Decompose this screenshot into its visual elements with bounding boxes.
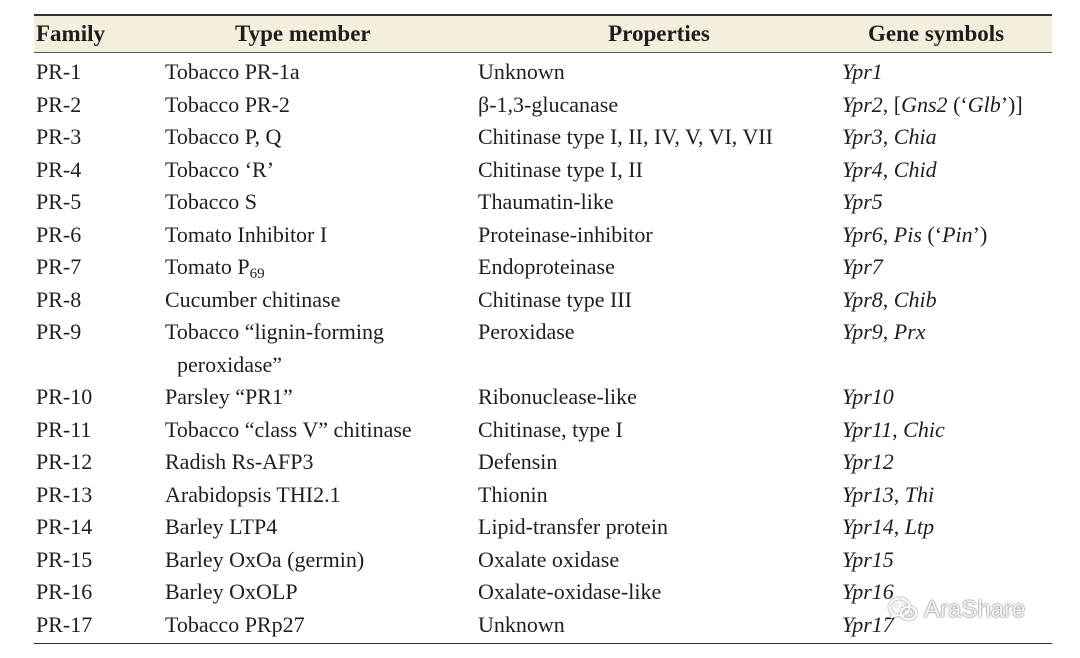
cell-properties: Ribonuclease-like — [478, 384, 637, 409]
gene-punctuation: [ — [893, 91, 902, 117]
cell-type-member — [163, 609, 476, 644]
cell-family: PR-15 — [36, 546, 93, 572]
gene-punctuation: , — [882, 124, 889, 149]
table-row — [34, 544, 1052, 577]
cell-type-member — [163, 544, 476, 577]
cell-type-member — [163, 414, 476, 447]
type-member-text: Tobacco P, Q — [165, 124, 282, 149]
type-member-text: Tobacco ‘R’ — [165, 156, 275, 182]
gene-punctuation: , — [882, 91, 889, 117]
cell-family: PR-8 — [36, 286, 82, 312]
table-row — [34, 154, 1052, 187]
cell-type-member — [163, 511, 476, 544]
cell-gene-symbols: Ypr12 — [842, 449, 894, 474]
header-type-member: Type member — [163, 15, 476, 53]
gene-punctuation: ( — [953, 91, 961, 117]
cell-family: PR-10 — [36, 384, 93, 409]
cell-gene-symbols: Ypr4, Chid — [842, 156, 937, 182]
cell-type-member — [163, 284, 476, 317]
cell-properties: Oxalate-oxidase-like — [478, 579, 662, 604]
gene-punctuation: , — [893, 514, 900, 539]
header-family: Family — [34, 15, 163, 53]
type-member-text: Tobacco S — [165, 189, 257, 214]
cell-family: PR-2 — [36, 91, 82, 117]
cell-gene-symbols: Ypr11, Chic — [842, 416, 945, 442]
cell-family: PR-13 — [36, 481, 93, 507]
cell-type-member — [163, 121, 476, 154]
type-member-text: Tomato P — [165, 254, 250, 279]
cell-type-member — [163, 154, 476, 187]
cell-gene-symbols: Ypr16 — [842, 579, 894, 604]
cell-family: PR-17 — [34, 609, 163, 644]
cell-gene-symbols: Ypr1 — [842, 59, 883, 84]
type-member-text: Tobacco “class V” chitinase — [165, 416, 412, 442]
cell-family: PR-16 — [36, 579, 93, 604]
cell-type-member — [163, 576, 476, 609]
cell-properties: Chitinase, type I — [478, 416, 623, 442]
cell-family: PR-14 — [36, 514, 93, 539]
type-member-text: Barley OxOa (germin) — [165, 546, 365, 572]
type-member-text: Tobacco PR-2 — [165, 91, 290, 117]
gene-punctuation: , — [893, 481, 900, 507]
cell-gene-symbols: Ypr10 — [842, 384, 894, 409]
table-row — [34, 446, 1052, 479]
cell-gene-symbols: Ypr3, Chia — [842, 124, 937, 149]
cell-properties: Proteinase-inhibitor — [478, 221, 653, 247]
gene-punctuation: , — [882, 221, 889, 247]
pr-families-table — [34, 14, 1052, 644]
table-row — [34, 89, 1052, 122]
wechat-icon — [888, 597, 918, 623]
cell-properties: Defensin — [478, 449, 558, 474]
cell-gene-symbols: Ypr13, Thi — [842, 481, 935, 507]
header-gene-symbols: Gene symbols — [842, 15, 1052, 53]
cell-properties: Chitinase type I, II, IV, V, VI, VII — [478, 124, 773, 149]
type-member-text: Cucumber chitinase — [165, 286, 341, 312]
gene-punctuation: , — [882, 156, 889, 182]
gene-punctuation: ( — [927, 221, 935, 247]
table-body — [34, 53, 1052, 644]
cell-gene-symbols: Ypr7 — [842, 254, 883, 279]
cell-properties: Chitinase type III — [478, 286, 632, 312]
cell-type-member — [163, 186, 476, 219]
type-member-text: Parsley “PR1” — [165, 384, 293, 409]
gene-punctuation: , — [892, 416, 898, 442]
cell-type-member — [163, 381, 476, 414]
watermark — [888, 596, 1025, 624]
type-member-text: Tobacco PRp27 — [165, 611, 305, 637]
table-row — [34, 511, 1052, 544]
cell-properties: Thionin — [478, 481, 548, 507]
table-row — [34, 284, 1052, 317]
table-row — [34, 251, 1052, 284]
table-row — [34, 53, 1052, 89]
cell-family: PR-12 — [36, 449, 93, 474]
cell-family: PR-9 — [36, 319, 82, 344]
cell-type-member — [163, 479, 476, 512]
cell-properties: Unknown — [476, 609, 842, 644]
cell-properties: Lipid-transfer protein — [478, 514, 668, 539]
gene-punctuation: , — [882, 319, 889, 344]
type-member-text: Barley OxOLP — [165, 579, 298, 604]
cell-family: PR-1 — [36, 59, 82, 84]
table-header-row — [34, 15, 1052, 53]
type-member-text: Tomato Inhibitor I — [165, 221, 328, 247]
cell-properties: Endoproteinase — [478, 254, 615, 279]
gene-punctuation: ‘ — [960, 91, 968, 117]
table-row — [34, 414, 1052, 447]
cell-type-member — [163, 53, 476, 89]
table-row — [34, 316, 1052, 381]
cell-family: PR-6 — [36, 221, 82, 247]
cell-type-member — [163, 219, 476, 252]
gene-punctuation: ) — [979, 221, 988, 247]
type-member-text: Tobacco “lignin-forming — [165, 319, 385, 344]
pr-families-table-container — [34, 14, 1052, 644]
gene-punctuation: ] — [1015, 91, 1023, 117]
cell-family: PR-11 — [36, 416, 92, 442]
type-member-text: Radish Rs-AFP3 — [165, 449, 314, 474]
cell-gene-symbols: Ypr6, Pis (‘Pin’) — [842, 221, 988, 247]
gene-punctuation: ’ — [972, 221, 980, 247]
gene-punctuation: ‘ — [934, 221, 943, 247]
cell-properties: Peroxidase — [478, 319, 575, 344]
cell-gene-symbols: Ypr15 — [842, 546, 894, 572]
cell-properties: Oxalate oxidase — [478, 546, 620, 572]
header-properties: Properties — [476, 15, 842, 53]
cell-family: PR-7 — [36, 254, 82, 279]
cell-properties: Thaumatin-like — [478, 189, 614, 214]
cell-family: PR-5 — [36, 189, 82, 214]
cell-family: PR-3 — [36, 124, 82, 149]
table-row — [34, 479, 1052, 512]
type-member-continuation: peroxidase” — [177, 351, 283, 377]
cell-gene-symbols: Ypr9, Prx — [842, 319, 926, 344]
type-member-text: Tobacco PR-1a — [165, 59, 300, 84]
type-member-text: Arabidopsis THI2.1 — [165, 481, 341, 507]
type-member-subscript: 69 — [249, 266, 265, 282]
cell-gene-symbols: Ypr2, [Gns2 (‘Glb’)] — [842, 91, 1023, 117]
type-member-text: Barley LTP4 — [165, 514, 278, 539]
cell-properties: β-1,3-glucanase — [478, 91, 619, 117]
cell-type-member — [163, 316, 476, 381]
caption-strip — [0, 0, 1080, 5]
cell-gene-symbols: Ypr14, Ltp — [842, 514, 935, 539]
table-row — [34, 121, 1052, 154]
cell-properties: Unknown — [478, 59, 565, 84]
watermark-text: AraShare — [924, 596, 1026, 623]
gene-punctuation: ’ — [1000, 91, 1009, 117]
table-row — [34, 186, 1052, 219]
cell-gene-symbols: Ypr5 — [842, 189, 883, 214]
cell-type-member — [163, 89, 476, 122]
table-row — [34, 381, 1052, 414]
cell-type-member — [163, 446, 476, 479]
cell-type-member — [163, 251, 476, 284]
cell-gene-symbols: Ypr17 — [842, 609, 1052, 644]
cell-family: PR-4 — [36, 156, 82, 182]
gene-punctuation: , — [882, 286, 889, 312]
table-row — [34, 219, 1052, 252]
gene-punctuation: ) — [1008, 91, 1016, 117]
cell-properties: Chitinase type I, II — [478, 156, 643, 182]
cell-gene-symbols: Ypr8, Chib — [842, 286, 937, 312]
